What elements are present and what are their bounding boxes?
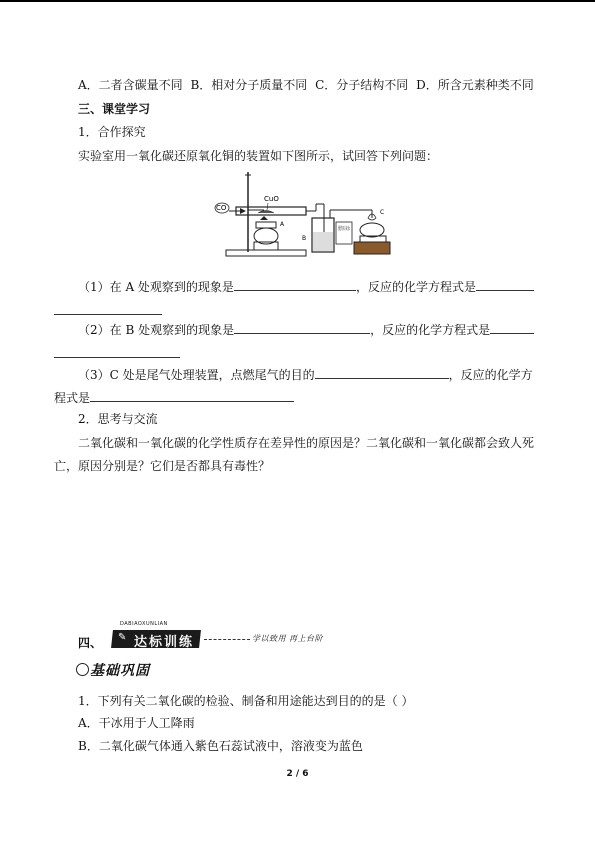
q3-equation-prompt: ，反应的化学方 (448, 368, 533, 382)
item2-title: 2．思考与交流 (78, 412, 158, 426)
q1-line (78, 279, 534, 294)
limewater-label: 澄清石灰水 (338, 226, 364, 232)
basic-title: 基础巩固 (90, 663, 150, 679)
section4-label: 四、 (78, 636, 103, 650)
glass-tube (236, 207, 306, 215)
label-b: B (302, 235, 307, 242)
q3-equation-prompt-cont: 程式是 (54, 391, 91, 405)
q3-prompt: （3）C 处是尾气处理装置，点燃尾气的目的 (78, 368, 315, 382)
circle-icon (76, 663, 89, 676)
q3-blank-purpose[interactable] (315, 367, 449, 379)
item2-text-line2: 亡，原因分别是？它们是否都具有毒性？ (54, 459, 271, 473)
section4-banner (112, 621, 326, 650)
section3-title: 三、课堂学习 (78, 102, 151, 116)
q3-blank-equation[interactable] (90, 390, 294, 402)
section4-banner-dash (204, 639, 250, 640)
q1-equation-prompt: ，反应的化学方程式是 (355, 280, 476, 294)
q2-prompt: （2）在 B 处观察到的现象是 (78, 323, 235, 337)
mc1-question: 1．下列有关二氧化碳的检验、制备和用途能达到目的的是（ ） (78, 694, 414, 708)
q2-blank-equation-cont[interactable] (54, 357, 180, 358)
q2-line (78, 322, 534, 337)
q2-equation-prompt: ，反应的化学方程式是 (370, 323, 491, 337)
q1-blank-observation[interactable] (234, 279, 356, 291)
label-a: A (280, 221, 285, 228)
options-line: A．二者含碳量不同 B．相对分子质量不同 C．分子结构不同 D．所含元素种类不同 (78, 78, 534, 92)
mc1-option-b: B．二氧化碳气体通入紫色石蕊试液中，溶液变为蓝色 (78, 739, 363, 753)
wood-block (354, 242, 390, 254)
cuo-label: CuO (264, 195, 279, 203)
co-label: CO (216, 204, 227, 212)
item1-intro: 实验室用一氧化碳还原氧化铜的装置如下图所示，试回答下列问题： (78, 149, 439, 163)
item2-text-line1: 二氧化碳和一氧化碳的化学性质存在差异性的原因是？二氧化碳和一氧化碳都会致人死 (78, 436, 535, 450)
page-top-border (0, 0, 595, 2)
q2-blank-equation[interactable] (490, 322, 534, 334)
book-icon: ✎ (118, 632, 127, 643)
mc1-option-a: A．干冰用于人工降雨 (78, 716, 195, 730)
section4-banner-title: 达标训练 (134, 635, 195, 650)
q1-blank-equation-cont[interactable] (54, 314, 162, 315)
q2-blank-observation[interactable] (234, 322, 370, 334)
q3-line2 (54, 390, 294, 405)
q1-blank-equation[interactable] (476, 279, 534, 291)
basic-consolidation-badge (76, 660, 164, 678)
label-c: C (380, 209, 385, 216)
cuo-powder (258, 211, 274, 214)
stand-base (226, 250, 306, 256)
apparatus-diagram (212, 170, 394, 262)
section4-banner-pinyin: DABIAOXUNLIAN (120, 621, 168, 627)
q1-prompt: （1）在 A 处观察到的现象是 (78, 280, 234, 294)
item1-title: 1．合作探究 (78, 125, 146, 139)
section4-slogan: 学以致用 再上台阶 (252, 634, 324, 643)
q3-line (78, 367, 533, 382)
page-number: 2 / 6 (286, 769, 309, 779)
